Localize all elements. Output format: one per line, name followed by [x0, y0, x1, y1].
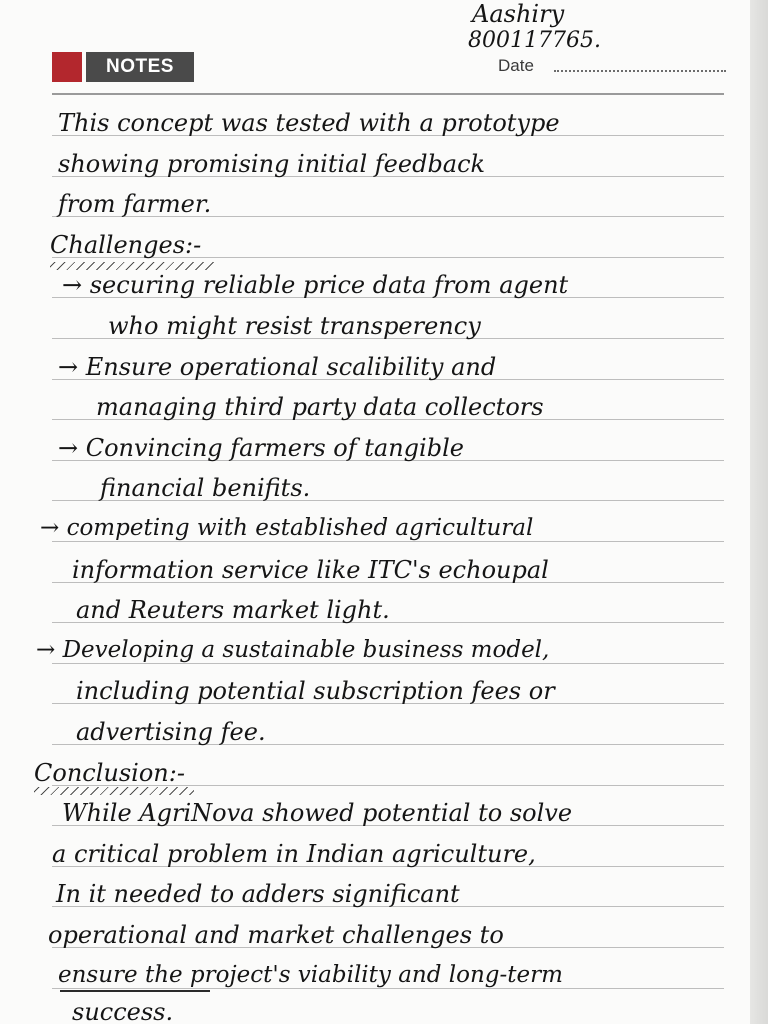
handwritten-line: → Developing a sustainable business model, [36, 637, 550, 663]
page-edge [750, 0, 768, 1024]
handwritten-line: a critical problem in Indian agriculture, [52, 840, 536, 868]
ruled-line [52, 988, 724, 989]
ruled-line [52, 541, 724, 542]
handwritten-line: showing promising initial feedback [58, 150, 486, 178]
ink-underline [60, 990, 210, 992]
handwritten-line: While AgriNova showed potential to solve [62, 799, 573, 827]
handwritten-line: success. [72, 998, 174, 1024]
handwritten-line: financial benifits. [100, 474, 311, 502]
heading-underline [50, 262, 215, 270]
date-field-dots [554, 70, 726, 72]
handwritten-line: → competing with established agricultural [40, 515, 534, 541]
heading-underline [34, 787, 194, 795]
handwritten-line: advertising fee. [76, 718, 266, 746]
handwritten-line: → Ensure operational scalibility and [58, 353, 497, 381]
author-name: Aashiry [472, 0, 565, 28]
handwritten-line: → Convincing farmers of tangible [58, 434, 464, 462]
handwritten-line: ensure the project's viability and long-term [58, 962, 563, 988]
header-rule [52, 93, 724, 95]
handwritten-line: This concept was tested with a prototype [58, 109, 560, 137]
handwritten-line: and Reuters market light. [76, 596, 390, 624]
ruled-line [52, 663, 724, 664]
handwritten-line: → securing reliable price data from agent [62, 271, 569, 299]
handwritten-line: managing third party data collectors [96, 393, 544, 421]
date-label: Date [498, 56, 534, 75]
author-id: 800117765. [468, 28, 601, 53]
notes-accent-square [52, 52, 82, 82]
challenges-heading: Challenges:- [50, 231, 202, 259]
handwritten-line: operational and market challenges to [48, 921, 504, 949]
conclusion-heading: Conclusion:- [34, 759, 185, 787]
handwritten-line: from farmer. [58, 190, 212, 218]
handwritten-line: who might resist transperency [108, 312, 481, 340]
handwritten-line: In it needed to adders significant [56, 880, 460, 908]
handwritten-line: including potential subscription fees or [76, 677, 555, 705]
notes-label: NOTES [86, 52, 194, 82]
handwritten-line: information service like ITC's echoupal [72, 556, 549, 584]
